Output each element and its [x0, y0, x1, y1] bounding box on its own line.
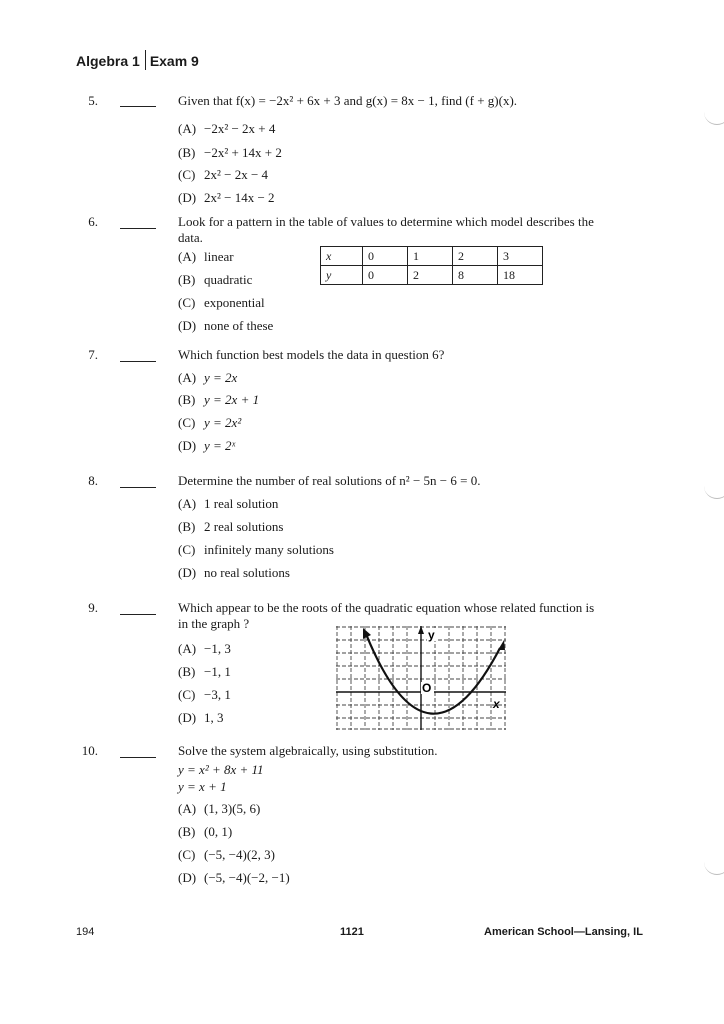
parabola-curve — [366, 634, 500, 714]
table-header-cell: y — [321, 266, 363, 285]
answer-blank[interactable] — [120, 757, 156, 758]
values-table — [320, 246, 543, 285]
binder-hole-mark — [704, 860, 724, 875]
table-cell: 2 — [453, 247, 498, 266]
question-number: 7. — [88, 347, 98, 362]
question-stem: Which appear to be the roots of the quadratic equation whose related function is in the graph ? — [178, 600, 595, 631]
question-number: 9. — [88, 600, 98, 615]
choice: (C) (−5, −4)(2, 3) — [178, 847, 275, 862]
choice: (C) −3, 1 — [178, 687, 231, 702]
table-cell: 1 — [408, 247, 453, 266]
binder-hole-mark — [704, 484, 724, 499]
answer-blank[interactable] — [120, 361, 156, 362]
choice: (C) exponential — [178, 295, 265, 310]
question-stem: Determine the number of real solutions of n² − 5n − 6 = 0. — [178, 473, 481, 488]
answer-blank[interactable] — [120, 106, 156, 107]
choice: (B) (0, 1) — [178, 824, 233, 839]
choice: (B) quadratic — [178, 272, 253, 287]
table-cell: 0 — [363, 266, 408, 285]
table-row — [321, 266, 543, 285]
exam-title: Exam 9 — [149, 53, 199, 69]
question-number: 5. — [88, 93, 98, 108]
y-axis-label: y — [428, 628, 435, 642]
choice: (A) linear — [178, 249, 234, 264]
question-number: 10. — [81, 743, 98, 758]
x-axis-label: x — [493, 697, 500, 711]
curve-arrow-right-icon — [498, 640, 505, 650]
table-cell: 8 — [453, 266, 498, 285]
choice: (D) none of these — [178, 318, 274, 333]
question-stem: Which function best models the data in question 6? — [178, 347, 445, 362]
choice: (B) −1, 1 — [178, 664, 231, 679]
question-stem: Given that f(x) = −2x² + 6x + 3 and g(x) = 8x − 1, find (f + g)(x). — [178, 93, 518, 108]
choice: (C) y = 2x² — [178, 415, 242, 430]
table-header-cell: x — [321, 247, 363, 266]
choice: (A) −1, 3 — [178, 641, 231, 656]
answer-blank[interactable] — [120, 228, 156, 229]
document-code: 1121 — [340, 926, 364, 938]
choice: (A) 1 real solution — [178, 496, 279, 511]
choice: (B) 2 real solutions — [178, 519, 284, 534]
choice: (D) 1, 3 — [178, 710, 224, 725]
course-title: Algebra 1 — [76, 53, 140, 69]
choice: (C) 2x² − 2x − 4 — [178, 167, 269, 182]
exam-header — [76, 50, 199, 70]
table-cell: 3 — [498, 247, 543, 266]
table-row — [321, 247, 543, 266]
header-divider — [145, 50, 146, 70]
publisher: American School—Lansing, IL — [484, 926, 643, 938]
choice: (B) −2x² + 14x + 2 — [178, 145, 282, 160]
page-number: 194 — [76, 926, 95, 938]
question-number: 6. — [88, 214, 98, 229]
origin-label: O — [422, 681, 432, 695]
question-stem: Solve the system algebraically, using substitution. — [178, 743, 438, 758]
choice: (A) −2x² − 2x + 4 — [178, 121, 276, 136]
question-number: 8. — [88, 473, 98, 488]
table-cell: 2 — [408, 266, 453, 285]
parabola-graph — [336, 626, 506, 730]
question-stem: Look for a pattern in the table of values to determine which model describes the data. — [178, 214, 594, 245]
choice: (B) y = 2x + 1 — [178, 392, 260, 407]
equation-2: y = x + 1 — [178, 779, 227, 794]
answer-blank[interactable] — [120, 487, 156, 488]
equation-1: y = x² + 8x + 11 — [178, 762, 264, 777]
binder-hole-mark — [704, 110, 724, 125]
choice: (D) y = 2ˣ — [178, 438, 236, 453]
choice: (D) no real solutions — [178, 565, 290, 580]
choice: (D) (−5, −4)(−2, −1) — [178, 870, 290, 885]
table-cell: 0 — [363, 247, 408, 266]
choice: (D) 2x² − 14x − 2 — [178, 190, 275, 205]
answer-blank[interactable] — [120, 614, 156, 615]
choice: (A) (1, 3)(5, 6) — [178, 801, 261, 816]
choice: (A) y = 2x — [178, 370, 238, 385]
choice: (C) infinitely many solutions — [178, 542, 334, 557]
table-cell: 18 — [498, 266, 543, 285]
